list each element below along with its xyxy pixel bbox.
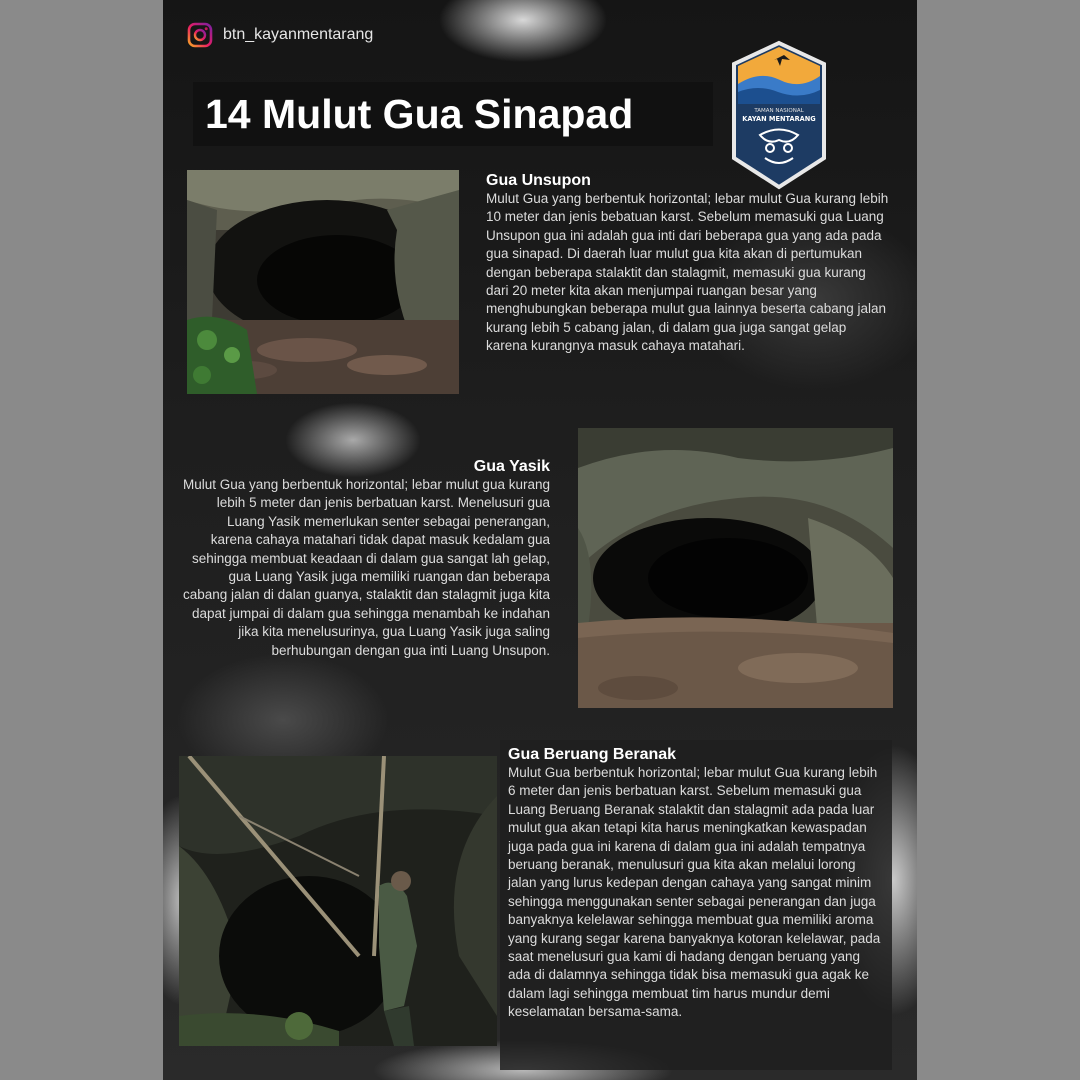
cave-photo-unsupon — [187, 170, 459, 394]
cave-photo-beruang-beranak — [179, 756, 497, 1046]
section-gua-beruang-beranak — [500, 740, 892, 1070]
section-heading-beruang-beranak: Gua Beruang Beranak — [508, 746, 677, 763]
page-title: 14 Mulut Gua Sinapad — [205, 90, 634, 137]
logo-text-1: TAMAN NASIONAL — [754, 108, 804, 114]
instagram-icon — [187, 22, 213, 48]
logo-text-2: KAYAN MENTARANG — [742, 115, 816, 123]
section-body-unsupon: Mulut Gua yang berbentuk horizontal; lebar mulut Gua kurang lebih 10 meter dan jenis bebatuan karst. Sebelum memasuki gua Luang Unsupon gua ini adalah gua inti dari beberapa gua yang ada pada gua sinapad. Di daerah luar mulut gua kita akan di pertumukan dengan beberapa stalaktit dan stalagmit, memasuki gua kurang dari 20 meter kita akan menjumpai ruangan besar yang menghubungkan beberapa mulut gua lainnya beserta cabang jalan kurang lebih 5 cabang jalan, di dalam gua juga sangat gelap karena kurangnya masuk cahaya matahari. — [486, 191, 889, 354]
poster — [163, 0, 917, 1080]
section-heading-unsupon: Gua Unsupon — [486, 172, 591, 189]
section-gua-unsupon — [486, 172, 889, 356]
instagram-handle: btn_kayanmentarang — [223, 26, 374, 43]
section-body-beruang-beranak: Mulut Gua berbentuk horizontal; lebar mulut Gua kurang lebih 6 meter dan jenis berbatuan karst. Sebelum memasuki gua Luang Beruang Beranak stalaktit dan stalagmit ada pada luar mulut gua akan tetapi kita harus meningkatkan kewaspadan juga pada gua ini karena di dalam gua ini adalah tempatnya beruang beranak, menulusuri gua kita akan melalui lorong jalan yang lurus kedepan dengan cahaya yang sangat minim sehingga menggunakan senter sebagai penerangan dan juga banyaknya kelelawar sehingga membuat gua memiliki aroma yang kurang segar karena banyaknya kotoran kelelawar, pada saat menelusuri gua kami di hadang dengan beruang yang ada di dalamnya sehingga tidak bisa memasuki gua agak ke dalam lagi sehingga membuat tim harus mundur demi keselamatan bersama-sama. — [508, 765, 881, 1020]
instagram-handle-row[interactable] — [187, 22, 373, 48]
section-body-yasik: Mulut Gua yang berbentuk horizontal; lebar mulut gua kurang lebih 5 meter dan jenis berbatuan karst. Menelusuri gua Luang Yasik memerlukan senter sebagai penerangan, karena cahaya matahari tidak dapat masuk kedalam gua sehingga membuat keadaan di dalam gua sangat lah gelap, gua Luang Yasik juga memiliki ruangan dan beberapa cabang jalan di dalan guanya, stalaktit dan stalagmit juga kita dapat jumpai di dalam gua sehingga menambah ke indahan jika kita menelusurinya, gua Luang Yasik juga saling berhubungan dengan gua inti Luang Unsupon. — [183, 477, 550, 658]
national-park-logo — [730, 40, 828, 190]
section-heading-yasik: Gua Yasik — [473, 458, 550, 475]
section-gua-yasik — [183, 458, 550, 660]
cave-photo-yasik — [578, 428, 893, 708]
title-banner — [193, 82, 713, 146]
